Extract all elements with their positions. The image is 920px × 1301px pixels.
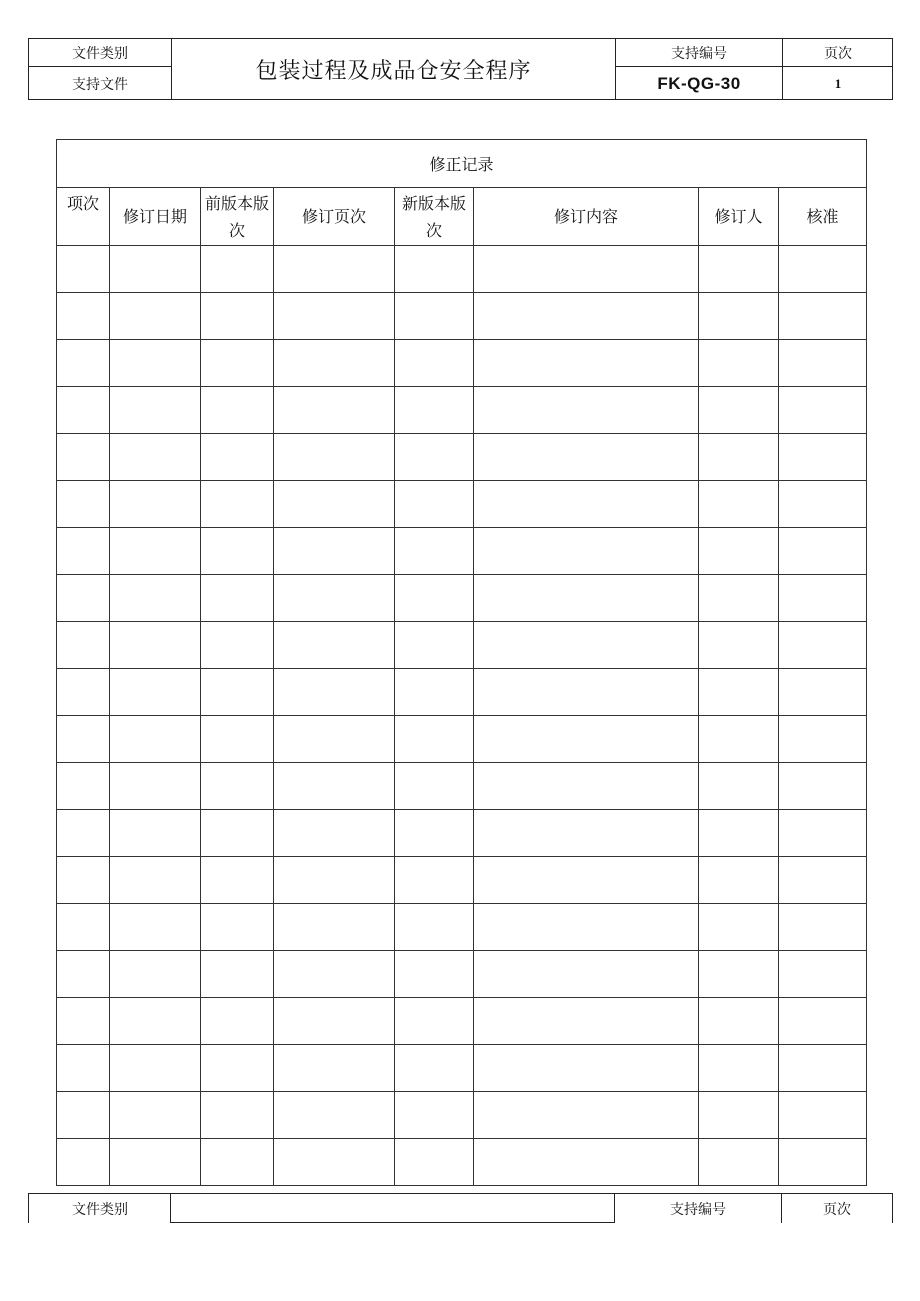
table-cell <box>699 481 779 528</box>
table-cell <box>474 575 699 622</box>
table-cell <box>474 763 699 810</box>
table-cell <box>201 481 274 528</box>
table-cell <box>474 998 699 1045</box>
table-cell <box>201 340 274 387</box>
table-row <box>57 810 867 857</box>
table-cell <box>274 998 395 1045</box>
table-cell <box>395 951 474 998</box>
table-cell <box>110 293 201 340</box>
table-cell <box>779 904 867 951</box>
table-cell <box>699 857 779 904</box>
table-cell <box>110 716 201 763</box>
document-title: 包装过程及成品仓安全程序 <box>255 58 532 84</box>
table-cell <box>57 293 110 340</box>
table-row <box>57 575 867 622</box>
column-header-previous-version: 前版本版次 <box>201 188 274 246</box>
table-cell <box>57 481 110 528</box>
table-cell <box>395 998 474 1045</box>
table-cell <box>699 1139 779 1186</box>
table-cell <box>699 387 779 434</box>
table-cell <box>474 716 699 763</box>
table-cell <box>274 810 395 857</box>
table-cell <box>474 528 699 575</box>
table-cell <box>274 1139 395 1186</box>
table-cell <box>274 951 395 998</box>
column-header-item-no: 项次 <box>57 188 110 246</box>
table-cell <box>201 857 274 904</box>
table-cell <box>779 528 867 575</box>
table-row <box>57 1045 867 1092</box>
footer-code-label: 支持编号 <box>614 1193 782 1223</box>
table-cell <box>699 1092 779 1139</box>
table-cell <box>274 904 395 951</box>
table-cell <box>110 904 201 951</box>
column-header-reviser: 修订人 <box>699 188 779 246</box>
table-cell <box>474 1092 699 1139</box>
table-cell <box>57 340 110 387</box>
table-cell <box>57 904 110 951</box>
table-cell <box>699 951 779 998</box>
table-cell <box>779 951 867 998</box>
table-cell <box>201 293 274 340</box>
table-cell <box>474 810 699 857</box>
table-cell <box>201 387 274 434</box>
footer-category-value <box>170 1193 615 1223</box>
table-cell <box>395 340 474 387</box>
table-cell <box>474 481 699 528</box>
table-row <box>57 387 867 434</box>
table-cell <box>201 528 274 575</box>
category-label: 文件类别 <box>72 46 128 62</box>
table-cell <box>57 387 110 434</box>
table-cell <box>274 246 395 293</box>
table-cell <box>474 340 699 387</box>
table-row <box>57 904 867 951</box>
table-cell <box>474 1045 699 1092</box>
table-cell <box>699 293 779 340</box>
table-cell <box>274 293 395 340</box>
table-cell <box>779 622 867 669</box>
table-cell <box>201 716 274 763</box>
table-cell <box>779 293 867 340</box>
table-cell <box>779 1092 867 1139</box>
table-cell <box>699 810 779 857</box>
table-cell <box>779 340 867 387</box>
table-cell <box>57 528 110 575</box>
table-cell <box>201 1045 274 1092</box>
table-cell <box>779 387 867 434</box>
table-cell <box>110 810 201 857</box>
table-cell <box>110 1139 201 1186</box>
table-cell <box>395 857 474 904</box>
table-cell <box>699 528 779 575</box>
table-cell <box>474 246 699 293</box>
table-cell <box>110 951 201 998</box>
table-row <box>57 1092 867 1139</box>
table-cell <box>474 622 699 669</box>
table-cell <box>699 763 779 810</box>
table-row <box>57 481 867 528</box>
table-cell <box>779 1139 867 1186</box>
table-cell <box>57 1092 110 1139</box>
table-row <box>57 998 867 1045</box>
table-cell <box>779 998 867 1045</box>
table-cell <box>699 669 779 716</box>
table-cell <box>110 340 201 387</box>
table-cell <box>274 1092 395 1139</box>
table-cell <box>110 1045 201 1092</box>
table-cell <box>274 528 395 575</box>
table-cell <box>110 669 201 716</box>
table-cell <box>274 575 395 622</box>
table-row <box>57 528 867 575</box>
table-row <box>57 293 867 340</box>
table-cell <box>474 857 699 904</box>
table-row <box>57 1139 867 1186</box>
table-cell <box>779 763 867 810</box>
table-cell <box>201 246 274 293</box>
table-cell <box>474 904 699 951</box>
table-cell <box>201 904 274 951</box>
table-cell <box>779 434 867 481</box>
table-cell <box>57 246 110 293</box>
table-row <box>57 716 867 763</box>
table-cell <box>274 387 395 434</box>
table-row <box>57 622 867 669</box>
table-cell <box>201 951 274 998</box>
table-cell <box>395 293 474 340</box>
table-cell <box>395 481 474 528</box>
table-cell <box>395 716 474 763</box>
table-cell <box>779 857 867 904</box>
table-cell <box>395 1092 474 1139</box>
document-footer <box>28 1193 893 1223</box>
table-cell <box>699 904 779 951</box>
table-header-row <box>57 188 867 246</box>
table-cell <box>110 998 201 1045</box>
code-label: 支持编号 <box>671 46 727 62</box>
table-cell <box>699 1045 779 1092</box>
table-cell <box>395 528 474 575</box>
table-cell <box>699 622 779 669</box>
table-cell <box>395 669 474 716</box>
table-cell <box>110 387 201 434</box>
table-cell <box>395 387 474 434</box>
table-cell <box>395 1045 474 1092</box>
table-cell <box>57 763 110 810</box>
table-cell <box>779 246 867 293</box>
column-header-revised-pages: 修订页次 <box>274 188 395 246</box>
document-code: FK-QG-30 <box>657 74 741 93</box>
table-cell <box>201 669 274 716</box>
table-cell <box>474 669 699 716</box>
table-cell <box>779 481 867 528</box>
table-cell <box>395 763 474 810</box>
table-cell <box>274 669 395 716</box>
table-cell <box>110 1092 201 1139</box>
page-label: 页次 <box>824 46 852 62</box>
category-value: 支持文件 <box>72 77 128 93</box>
table-row <box>57 669 867 716</box>
document-header <box>28 38 893 100</box>
table-cell <box>274 481 395 528</box>
table-cell <box>110 763 201 810</box>
table-cell <box>274 1045 395 1092</box>
table-cell <box>201 998 274 1045</box>
table-body <box>57 246 867 1186</box>
table-cell <box>110 481 201 528</box>
table-cell <box>474 387 699 434</box>
table-cell <box>57 951 110 998</box>
table-cell <box>779 810 867 857</box>
table-cell <box>779 669 867 716</box>
table-cell <box>699 716 779 763</box>
table-cell <box>699 434 779 481</box>
table-cell <box>474 1139 699 1186</box>
table-cell <box>779 716 867 763</box>
table-cell <box>699 998 779 1045</box>
table-cell <box>57 716 110 763</box>
column-header-approver: 核准 <box>779 188 867 246</box>
table-cell <box>395 246 474 293</box>
table-row <box>57 951 867 998</box>
table-row <box>57 246 867 293</box>
column-header-revision-date: 修订日期 <box>110 188 201 246</box>
table-cell <box>395 434 474 481</box>
footer-page-label: 页次 <box>781 1193 893 1223</box>
revision-record-table <box>56 139 867 1186</box>
table-cell <box>201 622 274 669</box>
table-cell <box>110 857 201 904</box>
table-cell <box>274 857 395 904</box>
table-cell <box>274 763 395 810</box>
table-cell <box>699 340 779 387</box>
table-cell <box>201 1139 274 1186</box>
table-row <box>57 434 867 481</box>
column-header-revision-content: 修订内容 <box>474 188 699 246</box>
table-cell <box>395 904 474 951</box>
table-cell <box>395 622 474 669</box>
table-row <box>57 763 867 810</box>
table-cell <box>57 622 110 669</box>
table-cell <box>57 810 110 857</box>
table-cell <box>274 716 395 763</box>
table-cell <box>201 763 274 810</box>
table-cell <box>274 340 395 387</box>
table-cell <box>779 1045 867 1092</box>
table-cell <box>110 575 201 622</box>
table-cell <box>274 622 395 669</box>
table-cell <box>201 810 274 857</box>
table-cell <box>699 246 779 293</box>
table-cell <box>110 246 201 293</box>
table-cell <box>110 434 201 481</box>
table-cell <box>57 857 110 904</box>
table-cell <box>57 998 110 1045</box>
table-cell <box>474 434 699 481</box>
table-cell <box>57 575 110 622</box>
column-header-new-version: 新版本版次 <box>395 188 474 246</box>
table-cell <box>395 810 474 857</box>
table-cell <box>201 1092 274 1139</box>
table-cell <box>274 434 395 481</box>
table-cell <box>779 575 867 622</box>
table-cell <box>395 1139 474 1186</box>
table-cell <box>57 669 110 716</box>
table-row <box>57 857 867 904</box>
table-cell <box>395 575 474 622</box>
table-caption: 修正记录 <box>57 140 867 188</box>
table-cell <box>474 293 699 340</box>
table-row <box>57 340 867 387</box>
footer-category-label: 文件类别 <box>28 1193 171 1223</box>
table-cell <box>110 622 201 669</box>
table-cell <box>57 1139 110 1186</box>
table-cell <box>57 1045 110 1092</box>
table-cell <box>474 951 699 998</box>
page-number: 1 <box>834 76 842 91</box>
table-cell <box>201 575 274 622</box>
table-cell <box>110 528 201 575</box>
table-cell <box>201 434 274 481</box>
table-cell <box>699 575 779 622</box>
table-cell <box>57 434 110 481</box>
